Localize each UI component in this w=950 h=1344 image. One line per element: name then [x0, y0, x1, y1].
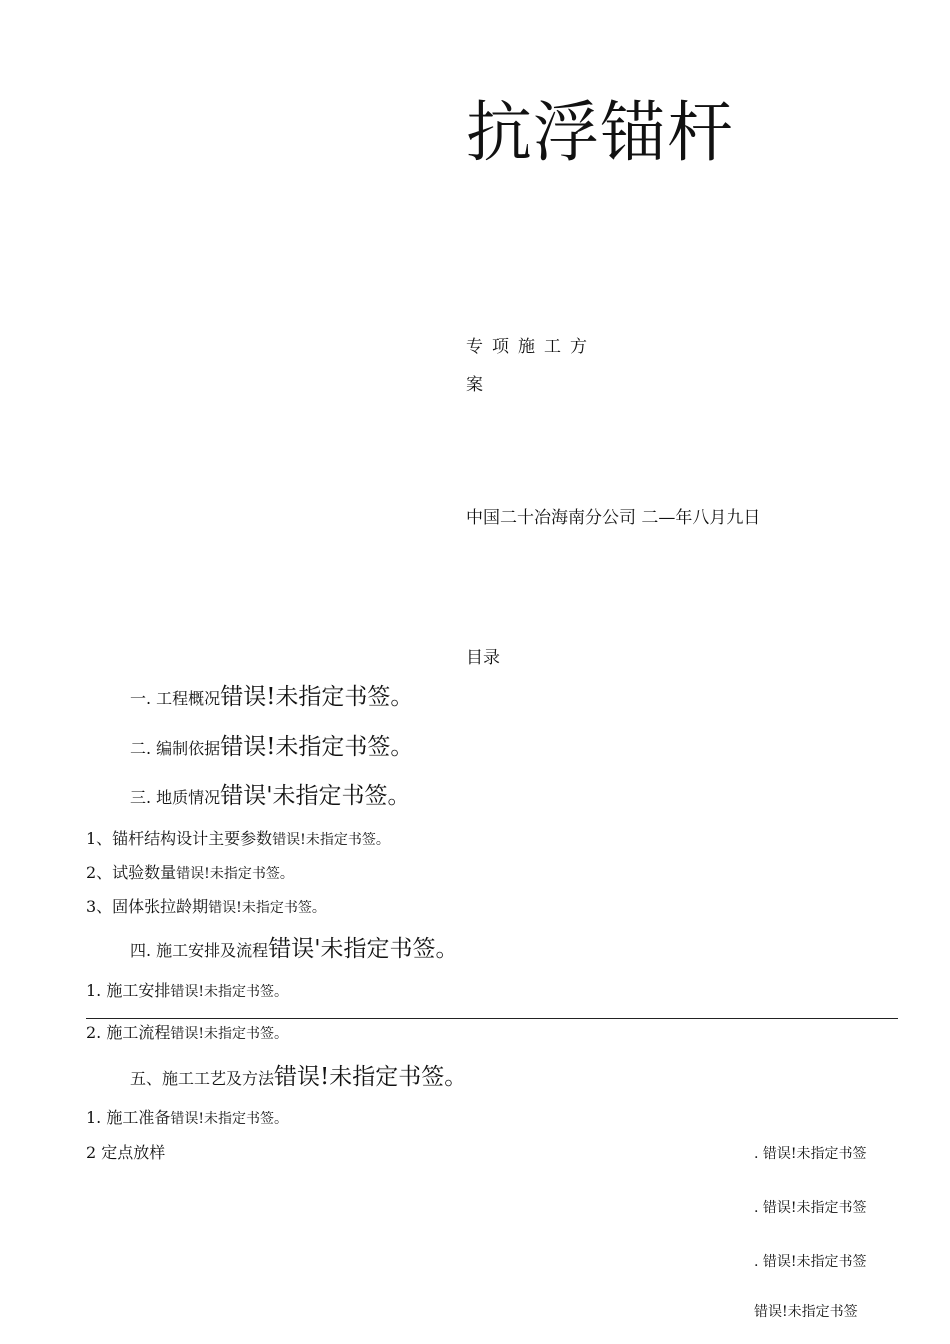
toc-entry-label: 2 定点放样: [86, 1143, 166, 1162]
toc-entry-section[interactable]: [130, 930, 459, 963]
toc-entry-item[interactable]: [86, 1105, 288, 1128]
toc-entry-label: 1. 施工准备: [86, 1108, 171, 1127]
toc-entry-error: 错误!未指定书签。: [170, 984, 288, 1000]
document-title: 抗浮锚杆: [466, 94, 734, 171]
toc-entry-item[interactable]: [86, 894, 326, 917]
organization-date: 中国二十冶海南分公司 二—年八月九日: [466, 508, 761, 528]
toc-entry-error: 错误!未指定书签。: [274, 1064, 468, 1090]
toc-entry-section[interactable]: [130, 678, 413, 711]
toc-entry-label: 1. 施工安排: [86, 981, 171, 1000]
toc-entry-label: 一. 工程概况: [130, 689, 221, 708]
toc-entry-item[interactable]: [86, 1020, 288, 1043]
side-error-note: . 错误!未指定书签: [754, 1146, 867, 1162]
side-error-note-cropped: 错误!未指定书签: [754, 1304, 858, 1320]
horizontal-rule: [86, 1018, 898, 1019]
toc-entry-error: 错误!未指定书签。: [170, 1111, 288, 1127]
toc-entry-section[interactable]: [130, 1058, 467, 1091]
toc-entry-label: 2、试验数量: [86, 863, 177, 882]
side-error-note: . 错误!未指定书签: [754, 1254, 867, 1270]
toc-entry-item[interactable]: [86, 826, 390, 849]
toc-entry-error: 错误!未指定书签。: [220, 734, 414, 760]
toc-entry-label: 3、固体张拉龄期: [86, 897, 209, 916]
toc-entry-label: 三. 地质情况: [130, 788, 221, 807]
toc-entry-section[interactable]: [130, 728, 413, 761]
side-error-note: . 错误!未指定书签: [754, 1200, 867, 1216]
toc-entry-label: 五、施工工艺及方法: [130, 1069, 275, 1088]
document-subtitle: 专项施工方: [466, 337, 596, 357]
toc-entry-label: 四. 施工安排及流程: [130, 941, 269, 960]
toc-entry-item[interactable]: [86, 978, 288, 1001]
toc-entry-item[interactable]: [86, 1140, 165, 1163]
toc-entry-error: 错误!未指定书签。: [272, 832, 390, 848]
toc-entry-section[interactable]: [130, 777, 411, 810]
toc-entry-error: 错误!未指定书签。: [220, 684, 414, 710]
toc-heading: 目录: [466, 648, 500, 668]
toc-entry-error: 错误!未指定书签。: [176, 866, 294, 882]
toc-entry-error: 错误'未指定书签。: [220, 783, 411, 809]
toc-entry-label: 2. 施工流程: [86, 1023, 171, 1042]
document-subtitle-continued: 案: [466, 375, 483, 395]
toc-entry-label: 1、锚杆结构设计主要参数: [86, 829, 273, 848]
toc-entry-item[interactable]: [86, 860, 294, 883]
toc-entry-error: 错误!未指定书签。: [208, 900, 326, 916]
toc-entry-error: 错误!未指定书签。: [170, 1026, 288, 1042]
toc-entry-label: 二. 编制依据: [130, 739, 221, 758]
toc-entry-error: 错误'未指定书签。: [268, 936, 459, 962]
